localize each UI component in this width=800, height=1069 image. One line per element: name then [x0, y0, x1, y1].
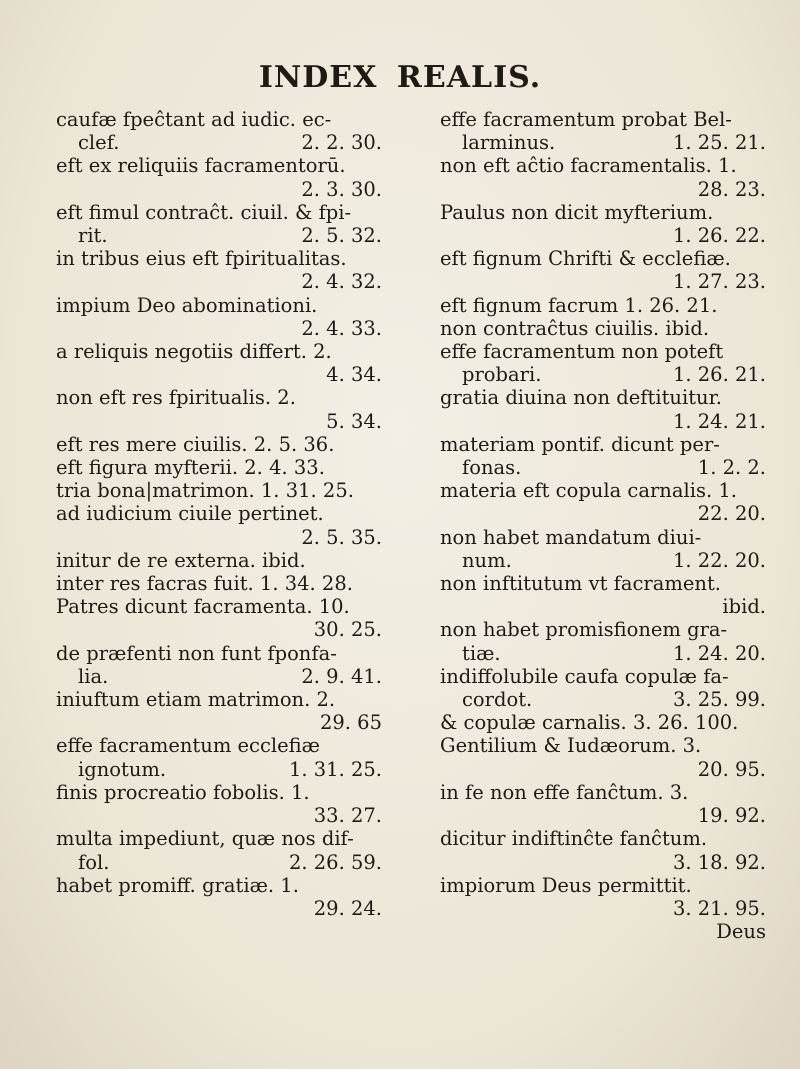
right-index-entry: [440, 572, 770, 618]
entry-reference: 19. 92.: [697, 804, 766, 828]
entry-reference: ibid.: [722, 595, 766, 619]
right-index-entry: [440, 154, 770, 200]
left-index-entry: [56, 108, 386, 131]
left-index-entry: [56, 595, 386, 641]
right-index-entry: [440, 433, 770, 456]
left-index-entry: [56, 827, 386, 850]
entry-text: eft fignum facrum 1. 26. 21.: [440, 293, 718, 317]
entry-text: initur de re externa. ibid.: [56, 548, 306, 572]
entry-text: caufæ fpeĉtant ad iudic. ec-: [56, 108, 332, 131]
entry-reference: Deus: [716, 920, 766, 944]
entry-text: eft figura myfterii. 2. 4. 33.: [56, 456, 325, 480]
entry-reference: 2. 3. 30.: [301, 177, 382, 201]
right-index-entry: [440, 247, 770, 293]
entry-reference: 1. 24. 21.: [672, 409, 766, 433]
entry-text: tiæ. 1. 24. 20.: [440, 642, 770, 665]
entry-text: Gentilium & Iudæorum. 3.: [440, 734, 702, 758]
left-index-entry: [56, 294, 386, 340]
right-index-entry: [440, 201, 770, 247]
entry-text: multa impediunt, quæ nos dif-: [56, 827, 354, 851]
left-column: [56, 108, 386, 920]
entry-reference: 1. 27. 23.: [672, 270, 766, 294]
entry-text: rit. 2. 5. 32.: [56, 224, 386, 247]
entry-reference: 1. 26. 22.: [672, 224, 766, 248]
entry-text: Patres dicunt facramenta. 10.: [56, 595, 350, 619]
entry-text: finis procreatio fobolis. 1.: [56, 780, 310, 804]
entry-text: habet promiff. gratiæ. 1.: [56, 873, 299, 897]
left-index-entry: [56, 386, 386, 432]
entry-text: gratia diuina non deftituitur.: [440, 386, 722, 410]
right-index-entry: [440, 920, 770, 943]
entry-text: Paulus non dicit myfterium.: [440, 200, 714, 224]
right-index-entry: [440, 131, 770, 154]
right-index-entry: [440, 874, 770, 920]
entry-text: ignotum. 1. 31. 25.: [56, 758, 386, 781]
entry-reference: 2. 26. 59.: [288, 850, 382, 874]
right-index-entry: [440, 108, 770, 131]
left-index-entry: [56, 433, 386, 456]
left-index-entry: [56, 665, 386, 688]
entry-reference: 3. 21. 95.: [672, 896, 766, 920]
entry-text: eft fignum Chrifti & ecclefiæ.: [440, 247, 731, 271]
left-index-entry: [56, 456, 386, 479]
left-index-entry: [56, 851, 386, 874]
left-index-entry: [56, 247, 386, 293]
entry-text: non contraĉtus ciuilis. ibid.: [440, 316, 710, 340]
entry-reference: 28. 23.: [697, 177, 766, 201]
entry-text: impiorum Deus permittit.: [440, 873, 692, 897]
right-index-entry: [440, 363, 770, 386]
entry-text: effe facramentum ecclefiæ: [56, 734, 321, 758]
left-index-entry: [56, 874, 386, 920]
entry-text: cordot. 3. 25. 99.: [440, 688, 770, 711]
header-word-realis: REALIS.: [396, 60, 542, 95]
entry-text: materia eft copula carnalis. 1.: [440, 479, 737, 503]
entry-text: impium Deo abominationi.: [56, 293, 318, 317]
entry-text: dicitur indiftinĉte fanĉtum.: [440, 827, 708, 851]
entry-text: effe facramentum non poteft: [440, 340, 724, 364]
entry-reference: 2. 4. 33.: [301, 316, 382, 340]
right-index-entry: [440, 549, 770, 572]
left-index-entry: [56, 572, 386, 595]
left-index-entry: [56, 734, 386, 757]
entry-text: clef. 2. 2. 30.: [56, 131, 386, 154]
left-index-entry: [56, 479, 386, 502]
entry-text: lia. 2. 9. 41.: [56, 665, 386, 688]
right-index-entry: [440, 781, 770, 827]
entry-text: effe facramentum probat Bel-: [440, 108, 732, 131]
entry-reference: 1. 24. 20.: [672, 641, 766, 665]
entry-reference: 33. 27.: [313, 804, 382, 828]
entry-reference: 2. 9. 41.: [301, 664, 382, 688]
entry-reference: 2. 2. 30.: [301, 131, 382, 155]
entry-text: eft fimul contraĉt. ciuil. & fpi-: [56, 200, 352, 224]
entry-reference: 1. 31. 25.: [288, 757, 382, 781]
header-word-index: INDEX: [258, 60, 378, 95]
right-index-entry: [440, 526, 770, 549]
entry-text: larminus. 1. 25. 21.: [440, 131, 770, 154]
entry-text: in fe non effe fanĉtum. 3.: [440, 780, 689, 804]
left-index-entry: [56, 224, 386, 247]
right-index-entry: [440, 479, 770, 525]
right-index-entry: [440, 294, 770, 317]
entry-text: tria bona|matrimon. 1. 31. 25.: [56, 479, 354, 503]
entry-text: fonas. 1. 2. 2.: [440, 456, 770, 479]
entry-text: non habet mandatum diui-: [440, 525, 702, 549]
entry-reference: 29. 65: [319, 711, 382, 735]
entry-text: indiffolubile caufa copulæ fa-: [440, 664, 729, 688]
right-index-entry: [440, 317, 770, 340]
right-index-entry: [440, 665, 770, 688]
entry-reference: 4. 34.: [326, 363, 382, 387]
entry-text: probari. 1. 26. 21.: [440, 363, 770, 386]
entry-reference: 29. 24.: [313, 896, 382, 920]
right-index-entry: [440, 386, 770, 432]
entry-text: ad iudicium ciuile pertinet.: [56, 502, 324, 526]
left-index-entry: [56, 549, 386, 572]
left-index-entry: [56, 781, 386, 827]
entry-reference: 30. 25.: [313, 618, 382, 642]
left-index-entry: [56, 201, 386, 224]
left-index-entry: [56, 758, 386, 781]
entry-text: de præfenti non funt fponfa-: [56, 641, 337, 665]
entry-reference: 20. 95.: [697, 757, 766, 781]
entry-text: eft ex reliquiis facramentorū.: [56, 154, 346, 178]
entry-text: non eft res fpiritualis. 2.: [56, 386, 296, 410]
right-index-entry: [440, 642, 770, 665]
left-index-entry: [56, 340, 386, 386]
entry-text: non habet promisfionem gra-: [440, 618, 728, 642]
entry-reference: 1. 2. 2.: [697, 456, 766, 480]
left-index-entry: [56, 154, 386, 200]
right-index-entry: [440, 734, 770, 780]
entry-text: inter res facras fuit. 1. 34. 28.: [56, 572, 353, 596]
entry-text: in tribus eius eft fpiritualitas.: [56, 247, 347, 271]
left-index-entry: [56, 502, 386, 548]
entry-text: fol. 2. 26. 59.: [56, 851, 386, 874]
right-index-entry: [440, 340, 770, 363]
right-index-entry: [440, 618, 770, 641]
left-index-entry: [56, 131, 386, 154]
right-index-entry: [440, 456, 770, 479]
entry-reference: 1. 22. 20.: [672, 548, 766, 572]
entry-reference: 2. 4. 32.: [301, 270, 382, 294]
entry-reference: 5. 34.: [326, 409, 382, 433]
page-header: [0, 60, 800, 95]
left-index-entry: [56, 642, 386, 665]
entry-reference: 2. 5. 35.: [301, 525, 382, 549]
left-index-entry: [56, 688, 386, 734]
entry-reference: 3. 25. 99.: [672, 688, 766, 712]
right-index-entry: [440, 827, 770, 873]
right-column: [440, 108, 770, 943]
right-index-entry: [440, 711, 770, 734]
entry-reference: 3. 18. 92.: [672, 850, 766, 874]
entry-reference: 1. 25. 21.: [672, 131, 766, 155]
entry-text: num. 1. 22. 20.: [440, 549, 770, 572]
entry-text: a reliquis negotiis differt. 2.: [56, 340, 332, 364]
right-index-entry: [440, 688, 770, 711]
entry-text: & copulæ carnalis. 3. 26. 100.: [440, 711, 739, 735]
entry-reference: 1. 26. 21.: [672, 363, 766, 387]
entry-reference: 2. 5. 32.: [301, 224, 382, 248]
entry-reference: 22. 20.: [697, 502, 766, 526]
entry-text: non inftitutum vt facrament.: [440, 572, 722, 596]
entry-text: materiam pontif. dicunt per-: [440, 432, 720, 456]
entry-text: eft res mere ciuilis. 2. 5. 36.: [56, 432, 335, 456]
entry-text: non eft aĉtio facramentalis. 1.: [440, 154, 737, 178]
entry-text: iniuftum etiam matrimon. 2.: [56, 688, 336, 712]
